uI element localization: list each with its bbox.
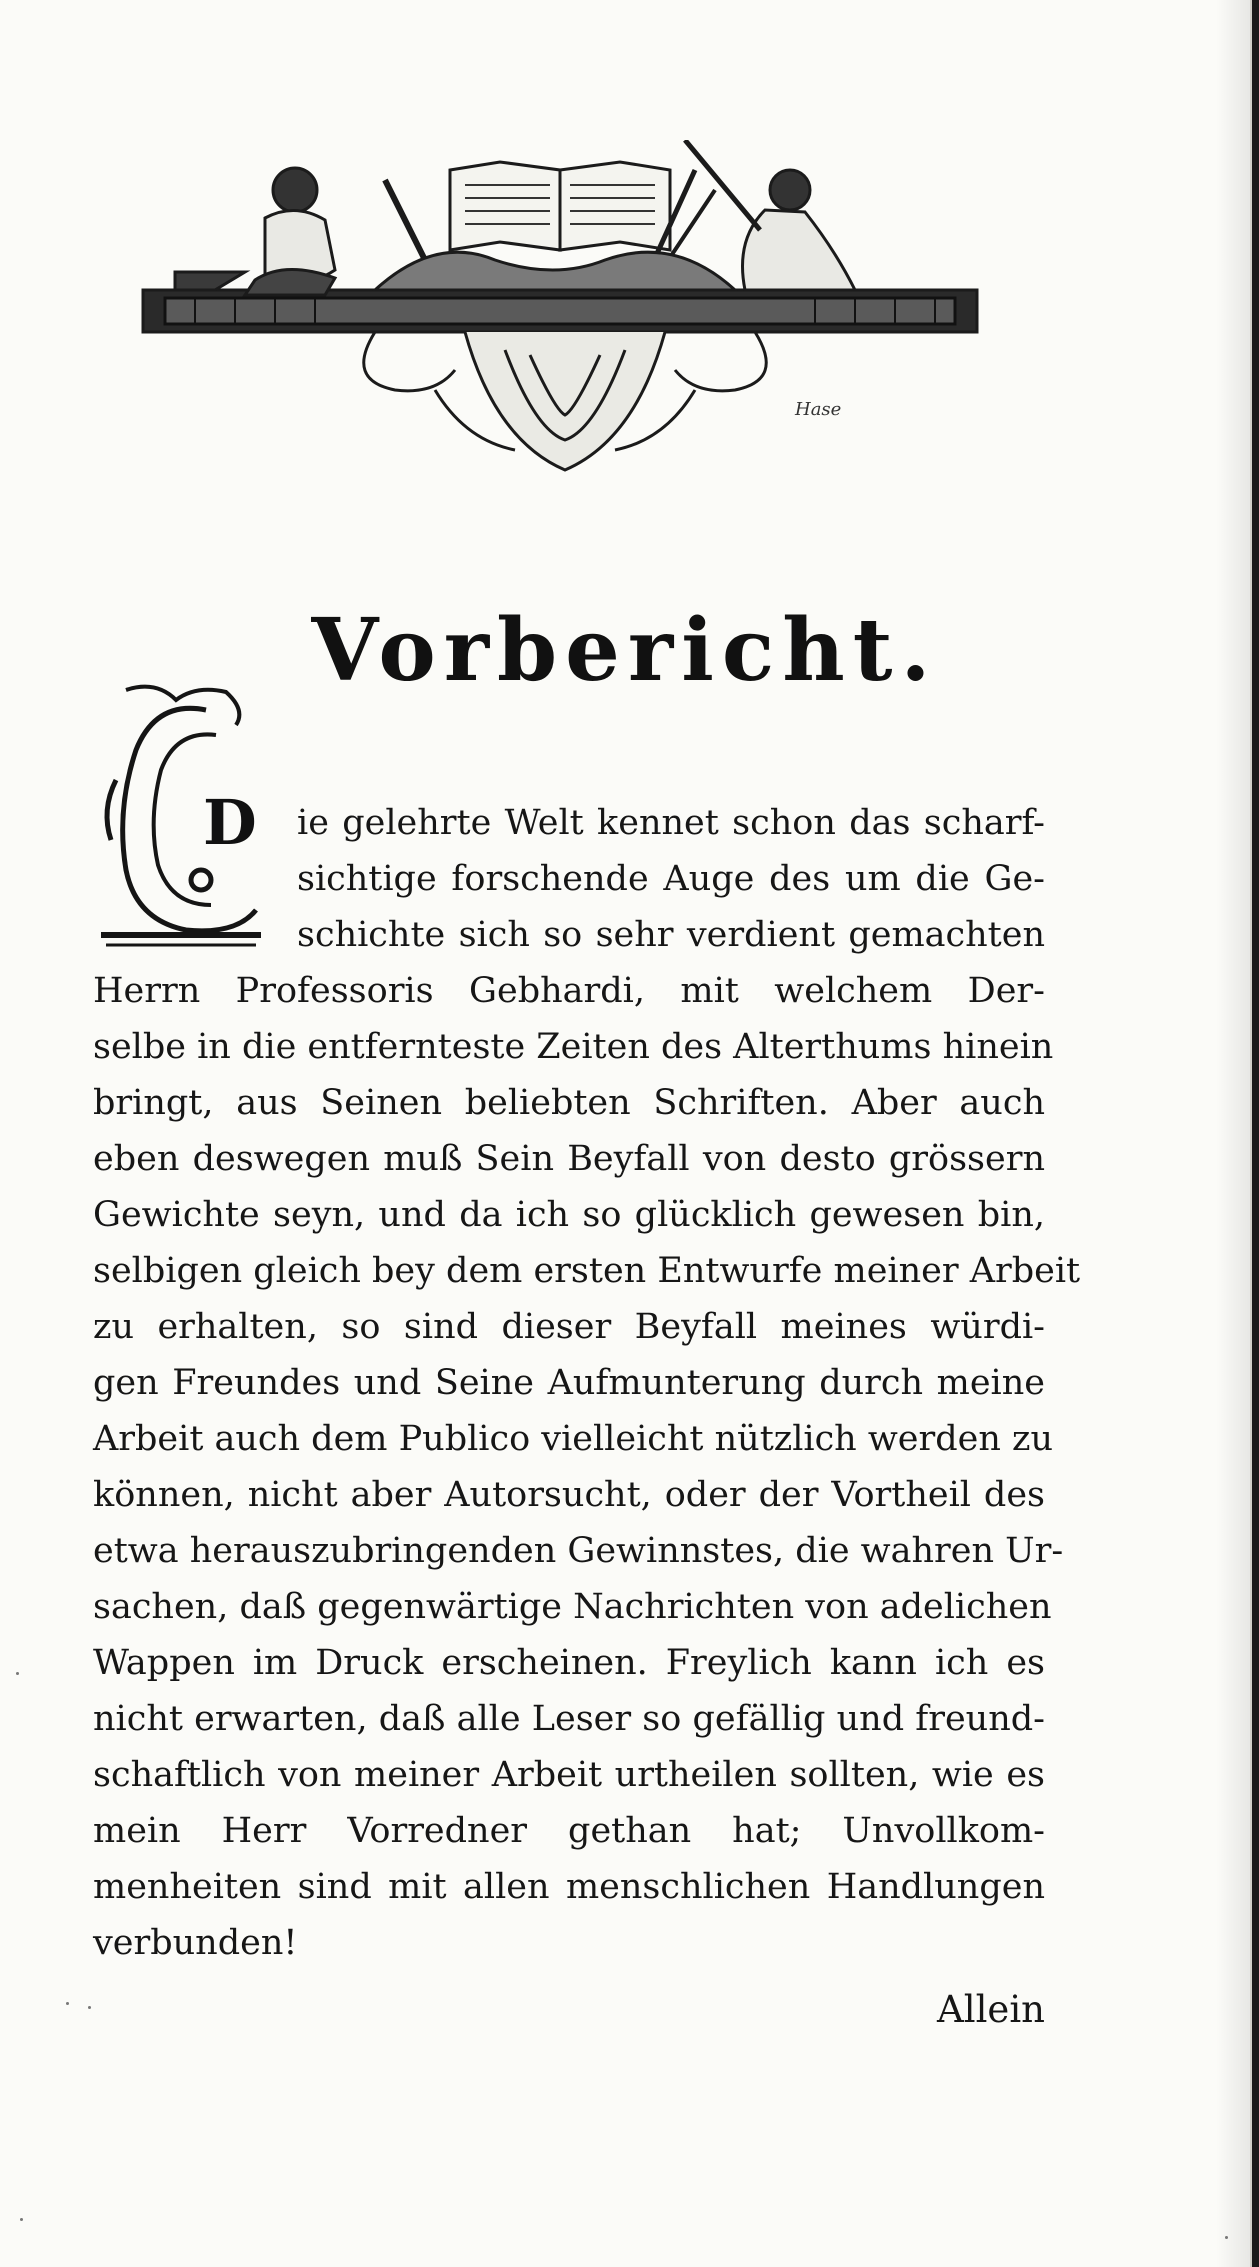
- text-line: Wappen im Druck erscheinen. Freylich kann ich es: [93, 1643, 1045, 1683]
- text-line: nicht erwarten, daß alle Leser so gefällig und freund-: [93, 1699, 1045, 1739]
- paper-speck: [16, 1672, 19, 1675]
- page-title: Vorbericht.: [311, 600, 939, 701]
- text-line: sachen, daß gegenwärtige Nachrichten von adelichen: [93, 1587, 1052, 1627]
- text-line: Gewichte seyn, und da ich so glücklich gewesen bin,: [93, 1195, 1045, 1235]
- text-line: selbigen gleich bey dem ersten Entwurfe meiner Arbeit: [93, 1251, 1081, 1291]
- text-line: bringt, aus Seinen beliebten Schriften. Aber auch: [93, 1083, 1045, 1123]
- engraver-signature: Hase: [795, 399, 842, 420]
- text-line: zu erhalten, so sind dieser Beyfall meines würdi-: [93, 1307, 1045, 1347]
- catchword: Allein: [937, 1988, 1045, 2031]
- paper-speck: [66, 2002, 69, 2005]
- text-line: selbe in die entfernteste Zeiten des Alterthums hinein: [93, 1027, 1054, 1067]
- drop-cap-letter: D: [203, 786, 257, 859]
- text-line: können, nicht aber Autorsucht, oder der Vortheil des: [93, 1475, 1045, 1515]
- text-line: eben deswegen muß Sein Beyfall von desto grössern: [93, 1139, 1045, 1179]
- text-line: mein Herr Vorredner gethan hat; Unvollkom-: [93, 1811, 1045, 1851]
- paper-speck: [88, 2006, 91, 2009]
- text-line: Herrn Professoris Gebhardi, mit welchem Der-: [93, 971, 1045, 1011]
- text-line: Arbeit auch dem Publico vielleicht nützlich werden zu: [93, 1419, 1054, 1459]
- text-line: schichte sich so sehr verdient gemachten: [297, 915, 1045, 955]
- text-line: menheiten sind mit allen menschlichen Handlungen: [93, 1867, 1045, 1907]
- paper-speck: [1225, 2236, 1228, 2239]
- text-line: sichtige forschende Auge des um die Ge-: [297, 859, 1045, 899]
- text-line: etwa herauszubringenden Gewinnstes, die wahren Ur-: [93, 1531, 1064, 1571]
- text-line: gen Freundes und Seine Aufmunterung durch meine: [93, 1363, 1045, 1403]
- paper-speck: [20, 2218, 23, 2221]
- text-line: ie gelehrte Welt kennet schon das scharf-: [297, 803, 1045, 843]
- text-line: verbunden!: [93, 1923, 298, 1963]
- text-line: schaftlich von meiner Arbeit urtheilen sollten, wie es: [93, 1755, 1045, 1795]
